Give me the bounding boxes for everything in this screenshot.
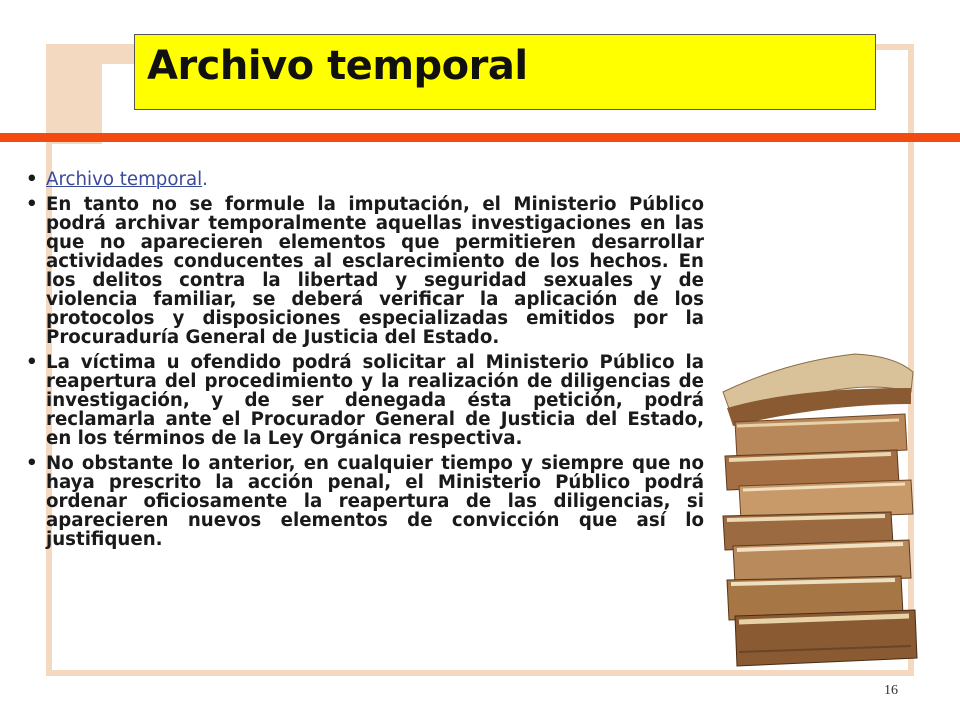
stack-of-books-icon bbox=[705, 352, 920, 672]
bullet-text bbox=[46, 170, 704, 189]
bullet-item bbox=[24, 195, 704, 347]
title-underline-rule bbox=[0, 133, 960, 142]
link-trailing-text: . bbox=[202, 169, 208, 190]
bullet-item bbox=[24, 170, 704, 189]
bullet-dot-icon: • bbox=[26, 169, 38, 190]
title-box bbox=[134, 34, 876, 110]
bullet-text: En tanto no se formule la imputación, el Ministerio Público podrá archivar temporalmente aquellas investigaciones en las que no aparecieren elementos que permitieren desarrollar actividades conducentes al esclarecimiento de los hechos. En los delitos contra la libertad y seguridad sexuales y de violencia familiar, se deberá verificar la aplicación de los protocolos y disposiciones especializadas emitidos por la Procuraduría General de Justicia del Estado. bbox=[46, 194, 704, 348]
bullet-item bbox=[24, 454, 704, 549]
bullet-list bbox=[24, 170, 704, 555]
bullet-text: La víctima u ofendido podrá solicitar al Ministerio Público la reapertura del procedimiento y la realización de diligencias de investigación, y de ser denegada ésta petición, podrá reclamarla ante el Procurador General de Justicia del Estado, en los términos de la Ley Orgánica respectiva. bbox=[46, 352, 704, 449]
bullet-dot-icon: • bbox=[26, 453, 38, 474]
slide-title: Archivo temporal bbox=[147, 43, 528, 89]
page-number: 16 bbox=[884, 683, 898, 698]
frame-corner-block bbox=[52, 50, 102, 144]
archivo-temporal-link[interactable]: Archivo temporal bbox=[46, 169, 203, 190]
bullet-item bbox=[24, 353, 704, 448]
bullet-dot-icon: • bbox=[26, 194, 38, 215]
bullet-dot-icon: • bbox=[26, 352, 38, 373]
bullet-text: No obstante lo anterior, en cualquier tiempo y siempre que no haya prescrito la acción penal, el Ministerio Público podrá ordenar oficiosamente la reapertura de las diligencias, si aparecieren nuevos elementos de convicción que así lo justifiquen. bbox=[46, 453, 704, 550]
